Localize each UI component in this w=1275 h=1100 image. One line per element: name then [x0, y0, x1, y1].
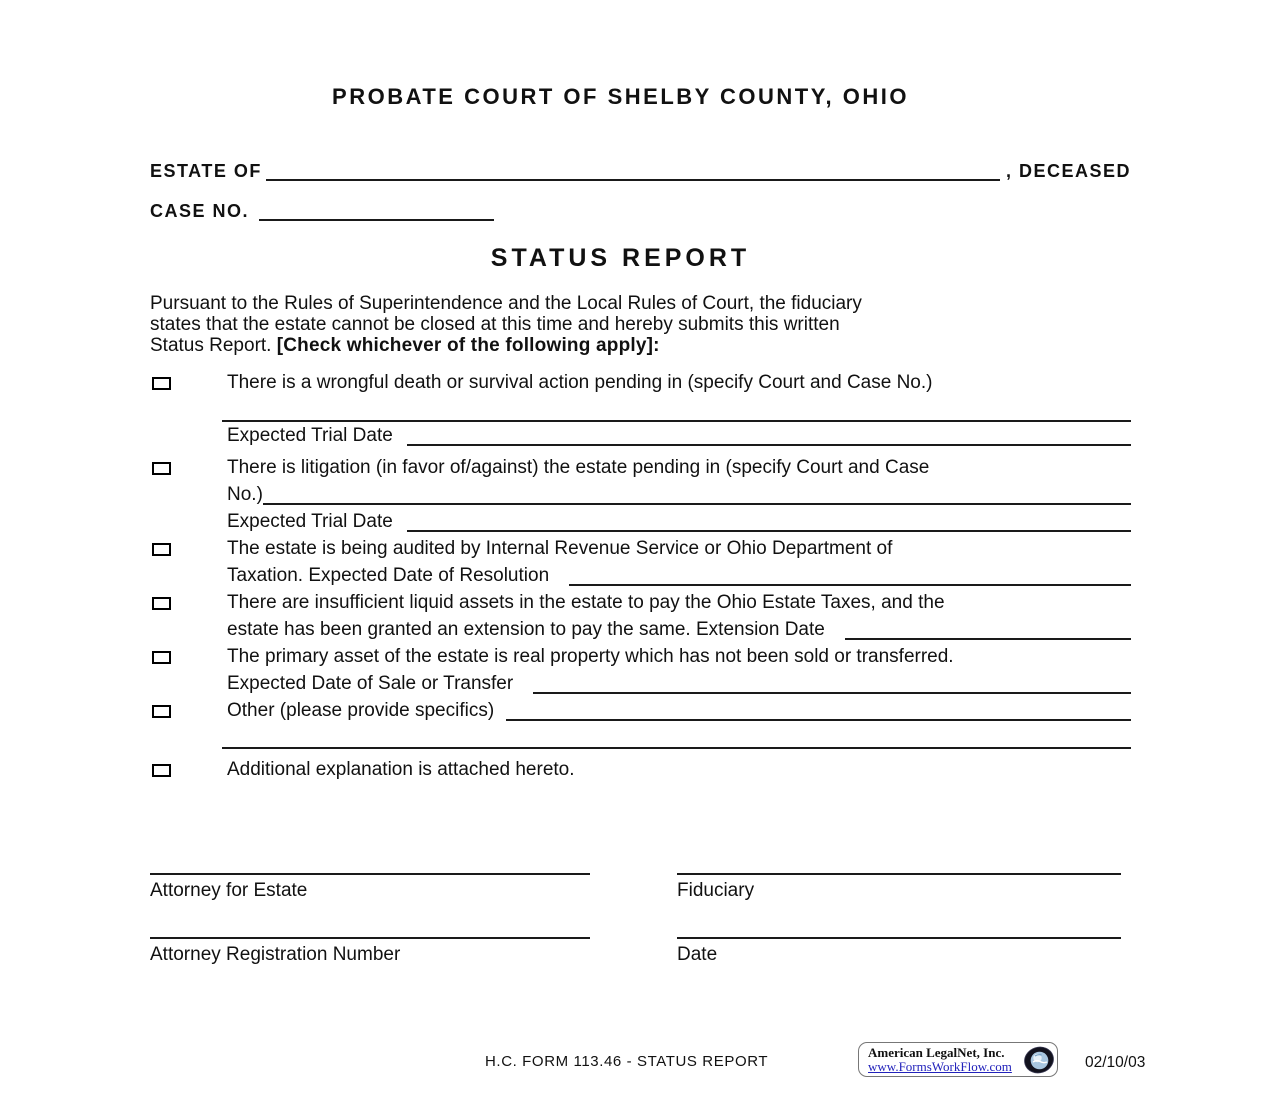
litigation-case-field[interactable] [263, 502, 1131, 505]
wrongful-death-detail-field[interactable] [222, 399, 1131, 422]
item-audit-text: The estate is being audited by Internal Revenue Service or Ohio Department of [227, 538, 893, 559]
estate-name-field[interactable] [266, 178, 1000, 181]
sale-transfer-date-label: Expected Date of Sale or Transfer [227, 673, 514, 694]
item-real-property [150, 643, 1131, 670]
attorney-signature-line[interactable] [150, 873, 590, 877]
checkbox-insufficient-assets[interactable] [152, 597, 171, 610]
audit-resolution-label: Taxation. Expected Date of Resolution [227, 565, 550, 586]
intro-line-3 [150, 335, 1130, 356]
wrongful-death-detail-row [150, 399, 1131, 422]
legalnet-badge-text [868, 1046, 1024, 1074]
extension-date-row [150, 616, 1131, 643]
court-title: PROBATE COURT OF SHELBY COUNTY, OHIO [332, 84, 909, 109]
fiduciary-signature-cell [677, 873, 1121, 902]
legalnet-badge [858, 1042, 1058, 1077]
intro-line-2: states that the estate cannot be closed at this time and hereby submits this written [150, 314, 840, 335]
extension-date-label: estate has been granted an extension to pay the same. Extension Date [227, 619, 825, 640]
item-litigation-text: There is litigation (in favor of/against) the estate pending in (specify Court and Case [227, 457, 930, 478]
audit-resolution-row [150, 562, 1131, 589]
audit-resolution-date-field[interactable] [569, 583, 1131, 586]
form-id-text: H.C. FORM 113.46 - STATUS REPORT [485, 1053, 769, 1070]
item-litigation [150, 454, 1131, 481]
date-cell [677, 937, 1121, 966]
checkbox-additional-explanation[interactable] [152, 764, 171, 777]
other-specifics-extra-field[interactable] [222, 733, 1131, 749]
checkbox-litigation[interactable] [152, 462, 171, 475]
fiduciary-signature-line[interactable] [677, 873, 1121, 877]
item-audit [150, 535, 1131, 562]
globe-icon [1024, 1045, 1054, 1075]
intro-check-instruction: [Check whichever of the following apply]: [276, 335, 660, 356]
formsworkflow-link[interactable]: www.FormsWorkFlow.com [868, 1058, 1012, 1074]
attorney-signature-cell [150, 873, 590, 902]
checkbox-real-property[interactable] [152, 651, 171, 664]
checklist [150, 369, 1131, 783]
extension-date-field[interactable] [845, 637, 1131, 640]
checkbox-audit[interactable] [152, 543, 171, 556]
intro-line-3-normal: Status Report. [150, 335, 277, 356]
item-additional-explanation-text: Additional explanation is attached hereto. [227, 759, 575, 780]
wrongful-death-trial-date-field[interactable] [407, 443, 1131, 446]
checkbox-wrongful-death[interactable] [152, 377, 171, 390]
item-real-property-text: The primary asset of the estate is real property which has not been sold or transferred. [227, 646, 954, 667]
estate-of-row [150, 158, 1131, 182]
case-no-field[interactable] [259, 218, 494, 221]
expected-trial-date-label-1: Expected Trial Date [227, 425, 393, 446]
checkbox-other[interactable] [152, 705, 171, 718]
litigation-no-label: No.) [227, 484, 263, 505]
attorney-registration-line[interactable] [150, 937, 590, 941]
fiduciary-label: Fiduciary [677, 880, 755, 901]
date-label: Date [677, 944, 718, 965]
report-title: STATUS REPORT [490, 244, 751, 272]
intro-paragraph [150, 293, 1130, 356]
intro-line-1: Pursuant to the Rules of Superintendence and the Local Rules of Court, the fiduciary [150, 293, 862, 314]
sale-transfer-date-field[interactable] [533, 691, 1131, 694]
signature-block [150, 873, 1121, 966]
other-specifics-field[interactable] [506, 718, 1131, 721]
item-wrongful-death-text: There is a wrongful death or survival action pending in (specify Court and Case No.) [227, 372, 933, 393]
item-other [150, 697, 1131, 724]
expected-trial-date-label-2: Expected Trial Date [227, 511, 393, 532]
case-no-label: CASE NO. [150, 201, 250, 221]
attorney-for-estate-label: Attorney for Estate [150, 880, 308, 901]
litigation-case-row [150, 481, 1131, 508]
revision-date: 02/10/03 [1085, 1054, 1146, 1071]
deceased-label: , DECEASED [1005, 161, 1131, 181]
item-insufficient-assets-text: There are insufficient liquid assets in the estate to pay the Ohio Estate Taxes, and the [227, 592, 945, 613]
legalnet-company-name: American LegalNet, Inc. [868, 1044, 1005, 1060]
item-insufficient-assets [150, 589, 1131, 616]
case-no-row [150, 198, 1131, 222]
item-other-text: Other (please provide specifics) [227, 700, 495, 721]
other-specifics-extra-row [150, 733, 1131, 749]
date-line[interactable] [677, 937, 1121, 941]
attorney-registration-cell [150, 937, 590, 966]
item-wrongful-death [150, 369, 1131, 396]
wrongful-death-trial-date-row [150, 422, 1131, 449]
litigation-trial-date-row [150, 508, 1131, 535]
estate-of-label: ESTATE OF [150, 161, 262, 181]
sale-transfer-date-row [150, 670, 1131, 697]
item-additional-explanation [150, 756, 1131, 783]
litigation-trial-date-field[interactable] [407, 529, 1131, 532]
attorney-registration-number-label: Attorney Registration Number [150, 944, 401, 965]
